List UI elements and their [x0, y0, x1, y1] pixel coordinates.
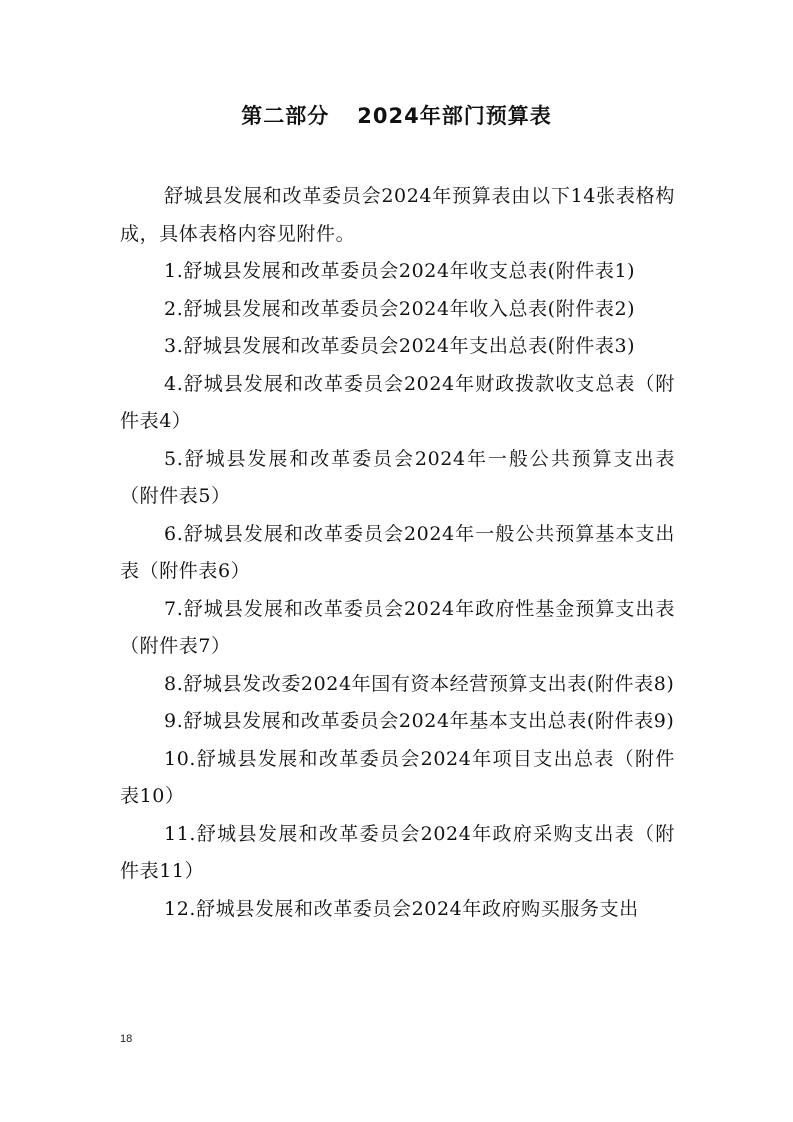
- list-item: 9.舒城县发展和改革委员会2024年基本支出总表(附件表9): [164, 710, 675, 732]
- list-item: 4.舒城县发展和改革委员会2024年财政拨款收支总表（附件表4）: [120, 372, 675, 432]
- list-item: 1.舒城县发展和改革委员会2024年收支总表(附件表1): [164, 260, 636, 282]
- page-number: 18: [120, 1033, 133, 1045]
- list-item: 3.舒城县发展和改革委员会2024年支出总表(附件表3): [164, 335, 636, 357]
- list-item: 11.舒城县发展和改革委员会2024年政府采购支出表（附件表11）: [120, 822, 675, 882]
- list-item: 12.舒城县发展和改革委员会2024年政府购买服务支出: [164, 897, 639, 920]
- list-item: 2.舒城县发展和改革委员会2024年收入总表(附件表2): [164, 297, 636, 320]
- title-year: 2024年部门预算表: [357, 104, 552, 128]
- title-part: 第二部分: [241, 104, 330, 128]
- body-text: [120, 178, 675, 928]
- list-item: 10.舒城县发展和改革委员会2024年项目支出总表（附件表10）: [120, 747, 675, 807]
- list-item: 5.舒城县发展和改革委员会2024年一般公共预算支出表（附件表5）: [120, 447, 675, 507]
- list-item: 7.舒城县发展和改革委员会2024年政府性基金预算支出表（附件表7）: [120, 597, 675, 657]
- list-item: 8.舒城县发改委2024年国有资本经营预算支出表(附件表8): [164, 672, 675, 695]
- intro-paragraph: 舒城县发展和改革委员会2024年预算表由以下14张表格构成，具体表格内容见附件。: [120, 185, 675, 245]
- page-title: [0, 100, 793, 130]
- list-item: 6.舒城县发展和改革委员会2024年一般公共预算基本支出表（附件表6）: [120, 522, 675, 582]
